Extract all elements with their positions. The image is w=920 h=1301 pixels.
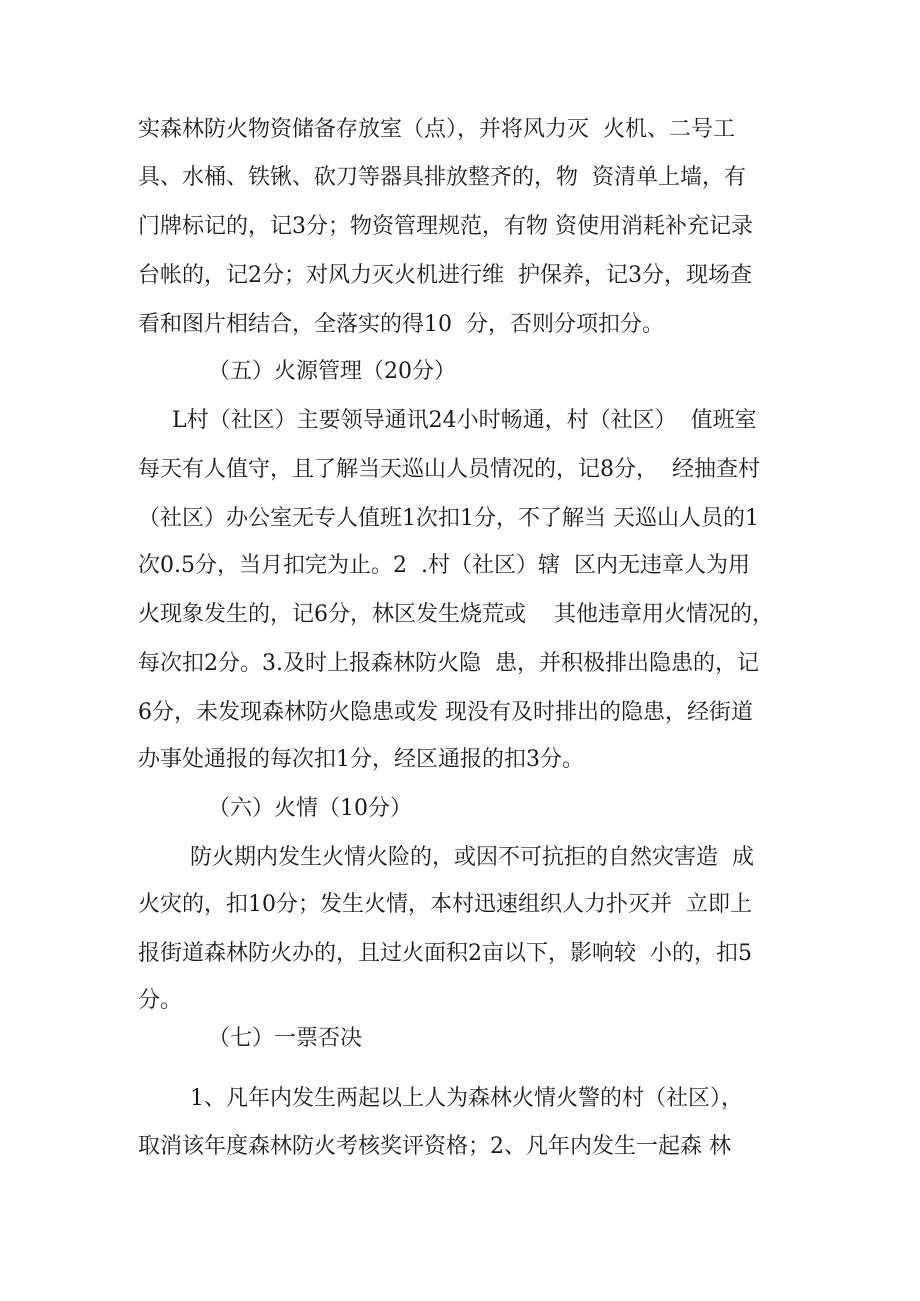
text-line: 报街道森林防火办的，且过火面积2亩以下，影响较 小的，扣5 bbox=[138, 941, 752, 966]
paragraph-first-line: 防火期内发生火情火险的，或因不可抗拒的自然灾害造 成 bbox=[190, 845, 754, 870]
paragraph-first-line: 1、凡年内发生两起以上人为森林火情火警的村（社区）， bbox=[190, 1086, 743, 1111]
text-line: 实森林防火物资储备存放室（点），并将风力灭 火机、二号工 bbox=[138, 117, 735, 142]
text-line: 每天有人值守，且了解当天巡山人员情况的，记8分， 经抽查村 bbox=[138, 457, 760, 482]
text-line: 办事处通报的每次扣1分，经区通报的扣3分。 bbox=[138, 747, 584, 772]
text-line: 火现象发生的，记6分，林区发生烧荒或 其他违章用火情况的， bbox=[138, 602, 774, 627]
text-line: （社区）办公室无专人值班1次扣1分，不了解当 天巡山人员的1 bbox=[138, 506, 759, 531]
text-line: 台帐的，记2分；对风力灭火机进行维 护保养，记3分，现场查 bbox=[138, 263, 752, 288]
text-line: 火灾的，扣10分；发生火情，本村迅速组织人力扑灭并 立即上 bbox=[138, 892, 752, 917]
section-heading: （六）火情（10分） bbox=[208, 796, 412, 821]
text-line: 次0.5分，当月扣完为止。2 .村（社区）辖 区内无违章人为用 bbox=[138, 553, 750, 578]
text-line: 取消该年度森林防火考核奖评资格；2、凡年内发生一起森 林 bbox=[138, 1134, 731, 1159]
text-line: 每次扣2分。3.及时上报森林防火隐 患，并积极排出隐患的，记 bbox=[138, 651, 759, 676]
text-line: 具、水桶、铁锹、砍刀等器具排放整齐的，物 资清单上墙，有 bbox=[138, 165, 746, 190]
paragraph-first-line: L村（社区）主要领导通讯24小时畅通，村（社区） 值班室 bbox=[172, 408, 757, 433]
text-line: 门牌标记的，记3分；物资管理规范，有物 资使用消耗补充记录 bbox=[138, 214, 753, 239]
text-line: 6分，未发现森林防火隐患或发 现没有及时排出的隐患，经街道 bbox=[138, 700, 753, 725]
section-heading: （五）火源管理（20分） bbox=[208, 359, 456, 384]
text-line: 分。 bbox=[138, 988, 183, 1013]
text-line: 看和图片相结合，全落实的得10 分，否则分项扣分。 bbox=[138, 312, 664, 337]
section-heading: （七）一票否决 bbox=[208, 1026, 363, 1051]
